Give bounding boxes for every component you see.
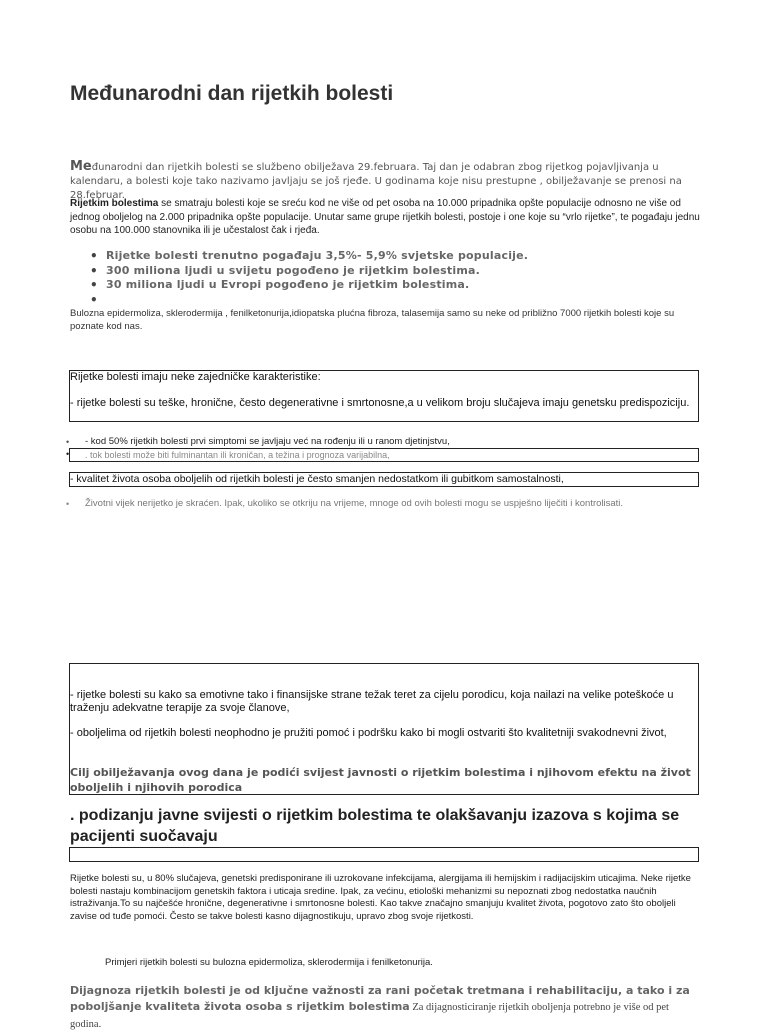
definition-paragraph (70, 197, 700, 238)
quality-of-life-text: - kvalitet života osoba oboljelih od rijetkih bolesti je često smanjen nedostatkom ili gubitkom samostalnosti, (70, 473, 564, 485)
examples-paragraph: Bulozna epidermoliza, sklerodermija , fenilketonurija,idiopatska plućna fibroza, talasemija samo su neke od približno 7000 rijetkih bolesti koje su poznate kod nas. (70, 308, 675, 332)
common-characteristics-heading: Rijetke bolesti imaju neke zajedničke karakteristike: (70, 371, 321, 383)
examples-sentence: Primjeri rijetkih bolesti su bulozna epidermoliza, sklerodermija i fenilketonurija. (105, 957, 433, 968)
list-item: • 30 miliona ljudi u Evropi pogođeno je rijetkim bolestima. (90, 278, 690, 293)
common-characteristics-line: - rijetke bolesti su teške, hronične, često degenerativne i smrtonosne,a u velikom broju slučajeva imaju genetsku predispoziciju. (70, 397, 690, 409)
symptoms-list (66, 436, 696, 448)
list-item: • Rijetke bolesti trenutno pogađaju 3,5%- 5,9% svjetske populacije. (90, 249, 690, 264)
disease-course-text: . tok bolesti može biti fulminantan ili kroničan, a težina i prognoza varijabilna, (85, 450, 390, 460)
burden-paragraph-family: - rijetke bolesti su kako sa emotivne tako i finansijske strane težak teret za cijelu porodicu, koja nailazi na velike poteškoće u traženju adekvatne terapije za svoje članove, (70, 689, 674, 714)
definition-text: se smatraju bolesti koje se sreću kod ne više od pet osoba na 10.000 pripadnika opšte populacije odnosno ne više od jednog oboljelog na 2.000 pripadnika opšte populacije. Unutar same grupe rijetkih bolesti, postoje i one koje su “vrlo rijetke”, te pogađaju jednu osobu na 100.000 stanovnika ili je učestalost čak i rjeđa. (70, 198, 700, 236)
definition-term: Rijetkim bolestima (70, 198, 159, 209)
awareness-goal: Cilj obilježavanja ovog dana je podići svijest javnosti o rijetkim bolestima i njihovom efektu na život oboljelih i njihovih porodica (70, 766, 691, 794)
empty-box (69, 847, 699, 862)
list-item: • 300 miliona ljudi u svijetu pogođeno je rijetkim bolestima. (90, 264, 690, 279)
statistics-list (90, 249, 690, 293)
causes-paragraph: Rijetke bolesti su, u 80% slučajeva, genetski predisponirane ili uzrokovane infekcijama, alergijama ili hemijskim i radijacijskim uticajima. Neke rijetke bolesti nastaju kombinacijom genetskih faktora i uticaja sredine. Ipak, za većinu, etiološki mehanizmi su nepoznati zbog nedostatka naučnih istraživanja.To su najčešće hronične, degenerativne i smrtonosne bolesti. Kao takve značajno smanjuju kvalitet života, pogotovo zato što oboljeli zavise od tuđe pomoći. Često se takve bolesti kasno dijagnostikuju, upravo zbog svoje rijetkosti. (70, 873, 691, 922)
diagnosis-rest: Za dijagnosticiranje rijetkih oboljenja potrebno je više od pet godina. (70, 1002, 669, 1030)
awareness-heading: . podizanju javne svijesti o rijetkim bolestima te olakšavanju izazova s kojima se pacijenti suočavaju (70, 807, 680, 845)
burden-paragraph-support: - oboljelima od rijetkih bolesti neophodno je pružiti pomoć i podršku kako bi mogli ostvariti što kvalitetniji svakodnevni život, (70, 727, 667, 739)
intro-text: đunarodni dan rijetkih bolesti se službeno obilježava 29.februara. Taj dan je odabran zbog rijetkog pojavljivanja u kalendaru, a bolesti koje tako nazivamo javljaju se još rjeđe. U godinama koje nisu prestupne , obilježavanje se prenosi na 28.februar. (70, 162, 682, 201)
list-item: • Životni vijek nerijetko je skraćen. Ipak, ukoliko se otkriju na vrijeme, mnoge od ovih bolesti mogu se uspješno liječiti i kontrolisati. (66, 498, 706, 510)
intro-initial: Me (70, 159, 92, 174)
diagnosis-bold: Dijagnoza rijetkih bolesti je od ključne važnosti za rani početak tretmana i rehabilitaciju, a tako i za poboljšanje kvaliteta života osoba s rijetkim bolestima (70, 984, 690, 1013)
list-item: • - kod 50% rijetkih bolesti prvi simptomi se javljaju već na rođenju ili u ranom djetinjstvu, (66, 436, 696, 448)
bullet: • (66, 449, 70, 459)
life-span-list (66, 498, 706, 510)
page-title: Međunarodni dan rijetkih bolesti (70, 82, 394, 105)
diagnosis-paragraph (70, 983, 700, 1033)
common-characteristics-box (69, 370, 699, 422)
